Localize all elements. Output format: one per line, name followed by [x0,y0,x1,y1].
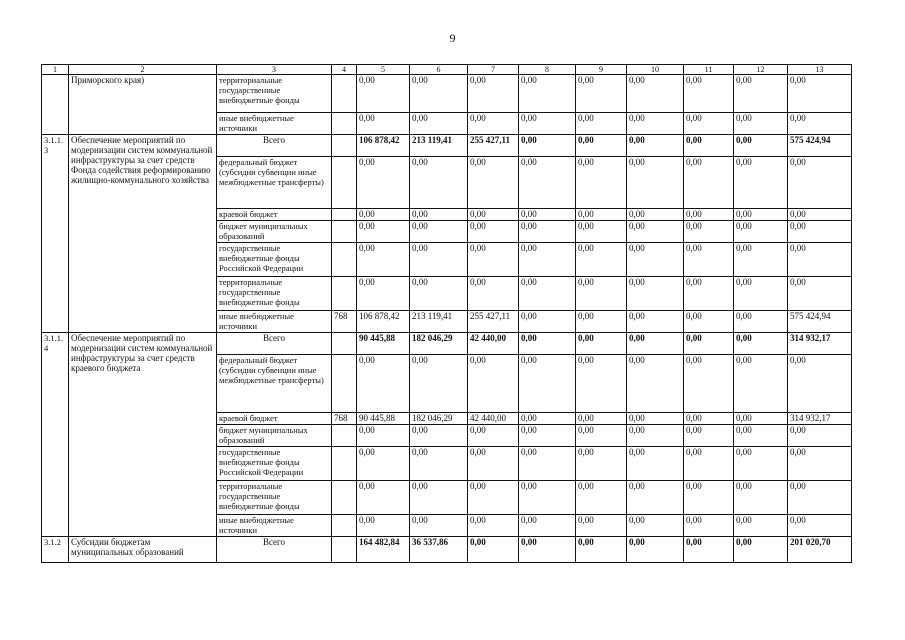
total-value-cell: 0,00 [627,537,684,563]
col4-cell [332,481,357,515]
value-cell: 0,00 [627,243,684,277]
table-row [42,333,852,355]
value-cell: 0,00 [410,515,468,537]
total-value-cell: 201 020,70 [788,537,852,563]
value-cell: 0,00 [519,355,576,413]
value-cell: 0,00 [519,425,576,447]
total-value-cell: 213 119,41 [410,135,468,157]
page-number: 9 [449,31,456,45]
value-cell: 0,00 [627,413,684,425]
value-cell: 0,00 [684,75,734,113]
value-cell: 0,00 [576,413,627,425]
value-cell: 0,00 [410,355,468,413]
measure-name: Субсидии бюджетам муниципальных образований [69,537,217,563]
value-cell: 0,00 [684,157,734,209]
value-cell: 0,00 [410,447,468,481]
total-value-cell: 0,00 [576,135,627,157]
value-cell: 0,00 [519,447,576,481]
col4-cell [332,209,357,221]
col4-cell [332,333,357,355]
value-cell: 0,00 [788,515,852,537]
source-label: краевой бюджет [217,209,332,221]
value-cell: 0,00 [519,515,576,537]
total-value-cell: 42 440,00 [468,333,519,355]
value-cell: 0,00 [576,425,627,447]
value-cell: 0,00 [734,157,788,209]
value-cell: 0,00 [788,221,852,243]
header-cell: 13 [788,65,852,75]
total-value-cell: 314 932,17 [788,333,852,355]
source-label: государственные внебюджетные фонды Российской Федерации [217,243,332,277]
value-cell: 0,00 [627,481,684,515]
value-cell: 0,00 [468,355,519,413]
value-cell: 0,00 [684,277,734,311]
value-cell: 0,00 [468,113,519,135]
code-cell [42,75,69,135]
value-cell: 0,00 [576,113,627,135]
value-cell: 0,00 [468,209,519,221]
value-cell: 0,00 [734,515,788,537]
header-cell: 11 [684,65,734,75]
value-cell: 0,00 [684,425,734,447]
header-cell: 5 [357,65,410,75]
value-cell: 0,00 [519,113,576,135]
header-cell: 7 [468,65,519,75]
value-cell: 0,00 [734,447,788,481]
value-cell: 0,00 [576,355,627,413]
measure-name: Обеспечение мероприятий по модернизации систем коммунальной инфраструктуры за счет средств краевого бюджета [69,333,217,537]
col4-cell [332,355,357,413]
value-cell: 0,00 [468,425,519,447]
value-cell: 0,00 [734,425,788,447]
value-cell: 0,00 [627,221,684,243]
total-value-cell: 0,00 [519,537,576,563]
value-cell: 0,00 [684,243,734,277]
value-cell: 0,00 [519,243,576,277]
value-cell: 0,00 [788,447,852,481]
total-value-cell: 182 046,29 [410,333,468,355]
value-cell: 0,00 [410,243,468,277]
header-cell: 8 [519,65,576,75]
value-cell: 0,00 [357,243,410,277]
total-value-cell: 0,00 [684,333,734,355]
source-label: государственные внебюджетные фонды Российской Федерации [217,447,332,481]
value-cell: 0,00 [576,481,627,515]
value-cell: 0,00 [410,221,468,243]
source-label: бюджет муниципальных образований [217,425,332,447]
value-cell: 0,00 [627,311,684,333]
value-cell: 0,00 [627,277,684,311]
value-cell: 0,00 [410,209,468,221]
measure-code: 3.1.1.3 [42,135,69,333]
value-cell: 0,00 [576,221,627,243]
col4-cell: 768 [332,413,357,425]
total-value-cell: 0,00 [627,333,684,355]
col4-cell [332,537,357,563]
value-cell: 0,00 [357,355,410,413]
value-cell: 0,00 [684,113,734,135]
total-label: Всего [217,537,332,563]
value-cell: 0,00 [627,113,684,135]
header-cell: 1 [42,65,69,75]
value-cell: 0,00 [410,481,468,515]
value-cell: 0,00 [734,311,788,333]
total-value-cell: 255 427,11 [468,135,519,157]
value-cell: 0,00 [788,481,852,515]
col4-cell [332,75,357,113]
measure-code: 3.1.1.4 [42,333,69,537]
source-label: федеральный бюджет (субсидии субвенции иные межбюджетные трансферты) [217,355,332,413]
value-cell: 255 427,11 [468,311,519,333]
value-cell: 0,00 [576,243,627,277]
total-value-cell: 0,00 [627,135,684,157]
value-cell: 0,00 [357,515,410,537]
value-cell: 0,00 [468,481,519,515]
value-cell: 0,00 [519,209,576,221]
value-cell: 0,00 [684,209,734,221]
total-value-cell: 36 537,86 [410,537,468,563]
source-label: территориальные государственные внебюджетные фонды [217,277,332,311]
value-cell: 0,00 [576,515,627,537]
value-cell: 0,00 [627,515,684,537]
value-cell: 0,00 [576,209,627,221]
source-label: бюджет муниципальных образований [217,221,332,243]
total-value-cell: 0,00 [734,333,788,355]
total-value-cell: 575 424,94 [788,135,852,157]
col4-cell [332,221,357,243]
source-label: иные внебюджетные источники [217,515,332,537]
value-cell: 0,00 [519,311,576,333]
total-value-cell: 0,00 [519,333,576,355]
total-value-cell: 0,00 [519,135,576,157]
header-cell: 6 [410,65,468,75]
source-label: федеральный бюджет (субсидии субвенции иные межбюджетные трансферты) [217,157,332,209]
value-cell: 0,00 [684,413,734,425]
header-cell: 10 [627,65,684,75]
total-value-cell: 90 445,88 [357,333,410,355]
value-cell: 0,00 [357,481,410,515]
table-row [42,75,852,113]
value-cell: 0,00 [684,221,734,243]
header-cell: 12 [734,65,788,75]
value-cell: 0,00 [788,243,852,277]
value-cell: 0,00 [788,355,852,413]
value-cell: 0,00 [357,447,410,481]
value-cell: 0,00 [576,277,627,311]
value-cell: 0,00 [734,277,788,311]
value-cell: 0,00 [357,75,410,113]
value-cell: 0,00 [788,157,852,209]
table-row [42,135,852,157]
value-cell: 0,00 [734,75,788,113]
value-cell: 0,00 [357,157,410,209]
source-label: территориальные государственные внебюджетные фонды [217,75,332,113]
value-cell: 0,00 [788,75,852,113]
budget-table [41,64,852,563]
col4-cell [332,425,357,447]
value-cell: 0,00 [357,277,410,311]
value-cell: 90 445,88 [357,413,410,425]
col4-cell [332,277,357,311]
total-value-cell: 164 482,84 [357,537,410,563]
value-cell: 0,00 [468,515,519,537]
col4-cell: 768 [332,311,357,333]
header-cell: 2 [69,65,217,75]
total-value-cell: 0,00 [576,333,627,355]
value-cell: 0,00 [410,157,468,209]
value-cell: 0,00 [627,157,684,209]
total-value-cell: 0,00 [468,537,519,563]
value-cell: 0,00 [519,221,576,243]
col4-cell [332,243,357,277]
source-label: краевой бюджет [217,413,332,425]
value-cell: 0,00 [410,75,468,113]
measure-name: Приморского края) [69,75,217,135]
value-cell: 0,00 [734,481,788,515]
value-cell: 0,00 [576,157,627,209]
value-cell: 0,00 [357,425,410,447]
value-cell: 0,00 [627,355,684,413]
value-cell: 182 046,29 [410,413,468,425]
value-cell: 0,00 [410,113,468,135]
col4-cell [332,113,357,135]
value-cell: 0,00 [519,157,576,209]
value-cell: 0,00 [468,157,519,209]
value-cell: 575 424,94 [788,311,852,333]
value-cell: 0,00 [468,277,519,311]
total-label: Всего [217,333,332,355]
value-cell: 0,00 [576,447,627,481]
value-cell: 0,00 [519,481,576,515]
value-cell: 0,00 [410,425,468,447]
value-cell: 0,00 [734,113,788,135]
value-cell: 0,00 [684,481,734,515]
col4-cell [332,515,357,537]
value-cell: 314 932,17 [788,413,852,425]
measure-name: Обеспечение мероприятий по модернизации систем коммунальной инфраструктуры за счет средств Фонда содействия реформированию жилищно-коммунального хозяйства [69,135,217,333]
value-cell: 0,00 [576,311,627,333]
total-value-cell: 0,00 [734,135,788,157]
value-cell: 0,00 [684,311,734,333]
value-cell: 0,00 [576,75,627,113]
total-value-cell: 0,00 [684,537,734,563]
total-value-cell: 106 878,42 [357,135,410,157]
value-cell: 42 440,00 [468,413,519,425]
value-cell: 0,00 [788,209,852,221]
value-cell: 0,00 [788,425,852,447]
source-label: территориальные государственные внебюджетные фонды [217,481,332,515]
value-cell: 0,00 [627,75,684,113]
col4-cell [332,157,357,209]
value-cell: 0,00 [734,243,788,277]
value-cell: 0,00 [468,447,519,481]
value-cell: 0,00 [627,209,684,221]
header-cell: 4 [332,65,357,75]
header-cell: 3 [217,65,332,75]
value-cell: 0,00 [734,355,788,413]
total-value-cell: 0,00 [576,537,627,563]
value-cell: 0,00 [734,413,788,425]
value-cell: 0,00 [519,75,576,113]
value-cell: 0,00 [734,209,788,221]
value-cell: 0,00 [788,113,852,135]
value-cell: 0,00 [627,447,684,481]
value-cell: 106 878,42 [357,311,410,333]
header-row [42,65,852,75]
value-cell: 0,00 [627,425,684,447]
value-cell: 0,00 [357,113,410,135]
value-cell: 0,00 [684,515,734,537]
col4-cell [332,447,357,481]
table-row [42,537,852,563]
value-cell: 0,00 [468,221,519,243]
measure-code: 3.1.2 [42,537,69,563]
value-cell: 0,00 [357,209,410,221]
value-cell: 0,00 [734,221,788,243]
col4-cell [332,135,357,157]
value-cell: 0,00 [468,75,519,113]
source-label: иные внебюджетные источники [217,113,332,135]
value-cell: 0,00 [788,277,852,311]
value-cell: 213 119,41 [410,311,468,333]
value-cell: 0,00 [468,243,519,277]
value-cell: 0,00 [357,221,410,243]
value-cell: 0,00 [684,355,734,413]
value-cell: 0,00 [684,447,734,481]
source-label: иные внебюджетные источники [217,311,332,333]
total-value-cell: 0,00 [684,135,734,157]
value-cell: 0,00 [410,277,468,311]
value-cell: 0,00 [519,413,576,425]
value-cell: 0,00 [519,277,576,311]
total-label: Всего [217,135,332,157]
header-cell: 9 [576,65,627,75]
total-value-cell: 0,00 [734,537,788,563]
